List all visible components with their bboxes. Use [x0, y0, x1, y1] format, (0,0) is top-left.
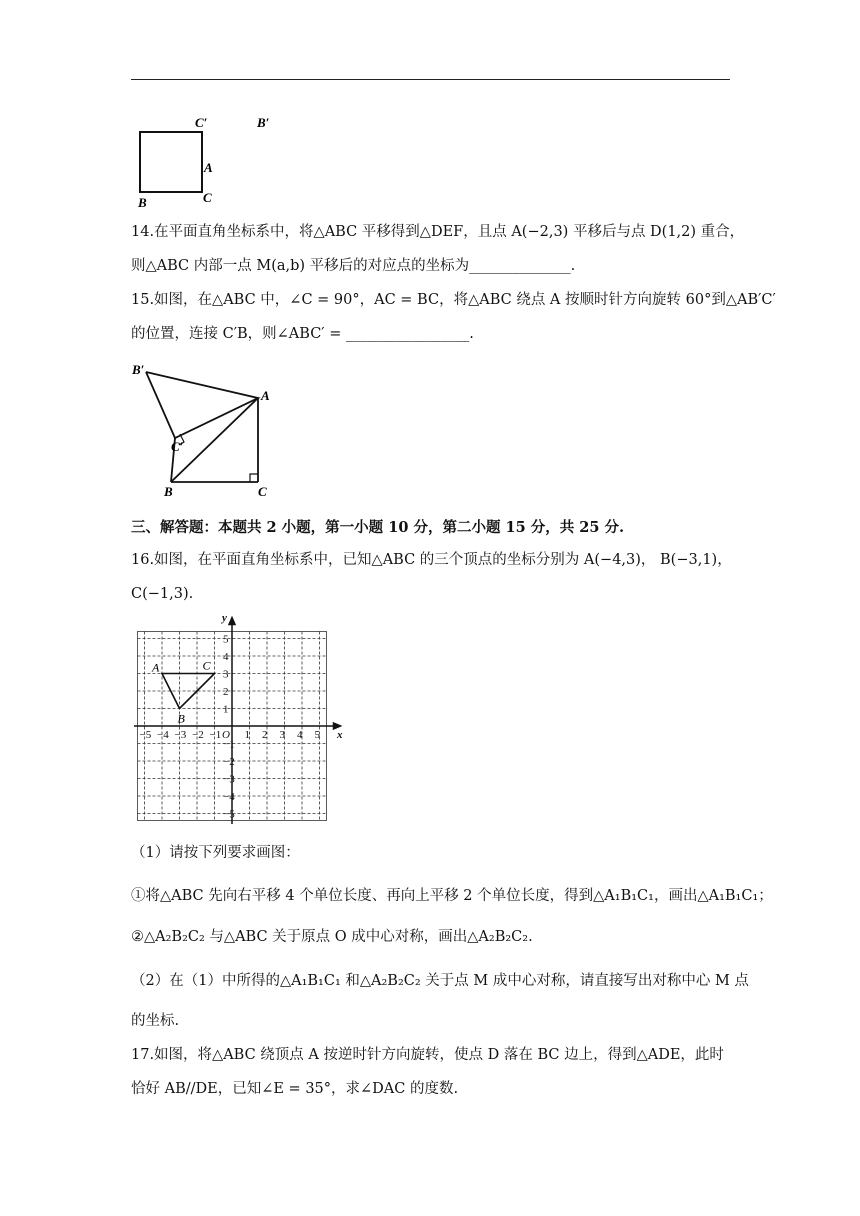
y-tick-label: 4	[223, 651, 229, 663]
x-tick-label: 4	[297, 729, 303, 741]
label-c-prime: C′	[195, 115, 208, 130]
x-tick-label: 1	[244, 729, 250, 741]
q16-coordinate-grid	[128, 616, 348, 828]
y-tick-label: 3	[223, 668, 229, 681]
x-tick-label: 2	[262, 729, 268, 741]
q16-item1: ①将△ABC 先向右平移 4 个单位长度、再向上平移 2 个单位长度，得到△A₁B₁C₁，画出△A₁B₁C₁；	[131, 888, 773, 904]
q15-figure	[128, 358, 288, 503]
y-tick-label: 1	[223, 703, 229, 716]
q16-item2: ②△A₂B₂C₂ 与△ABC 关于原点 O 成中心对称，画出△A₂B₂C₂.	[131, 929, 533, 945]
x-tick-label: −3	[174, 729, 187, 741]
label-a: A	[261, 388, 270, 403]
y-tick-label: −5	[223, 808, 235, 821]
x-tick-label: −4	[157, 729, 169, 741]
square-shape	[140, 132, 202, 192]
y-tick-label: −1	[223, 738, 235, 751]
q16-part2: （2）在（1）中所得的△A₁B₁C₁ 和△A₂B₂C₂ 关于点 M 成中心对称，请直接写出对称中心 M 点	[131, 973, 749, 989]
q14-line2: 则△ABC 内部一点 M(a,b) 平移后的对应点的坐标为______________.	[131, 258, 576, 274]
q16-part2-cont: 的坐标.	[131, 1013, 180, 1029]
label-b-prime: B′	[132, 362, 145, 377]
y-tick-label: −2	[223, 756, 235, 768]
q17-line2: 恰好 AB//DE，已知∠E = 35°，求∠DAC 的度数.	[131, 1081, 459, 1097]
x-axis-label: x	[337, 729, 343, 741]
section-3-heading: 三、解答题：本题共 2 小题，第一小题 10 分，第二小题 15 分，共 25 分.	[131, 519, 625, 536]
q14-line1: 14.在平面直角坐标系中，将△ABC 平移得到△DEF，且点 A(−2,3) 平移后与点 D(1,2) 重合，	[131, 224, 745, 240]
right-angle-c	[250, 474, 258, 482]
x-tick-label: 3	[279, 729, 285, 741]
y-tick-label: 2	[223, 686, 229, 698]
triangle-ab-prime-c-prime	[146, 372, 258, 438]
label-b: B	[138, 195, 147, 210]
label-c: C	[203, 190, 212, 205]
label-c: C	[202, 658, 211, 673]
label-b-prime: B′	[257, 115, 270, 130]
q15-line1: 15.如图，在△ABC 中，∠C = 90°，AC = BC，将△ABC 绕点 A 按顺时针方向旋转 60°到△AB′C′	[131, 292, 776, 308]
label-b: B	[177, 711, 185, 726]
label-a: A	[152, 660, 160, 675]
origin-label: O	[222, 729, 230, 741]
side-ab	[171, 398, 258, 482]
y-tick-label: −3	[223, 773, 235, 786]
square-figure	[130, 112, 290, 212]
y-tick-label: 5	[223, 633, 229, 646]
q15-line2: 的位置，连接 C′B，则∠ABC′ = _________________.	[131, 326, 474, 342]
q16-line1: 16.如图，在平面直角坐标系中，已知△ABC 的三个顶点的坐标分别为 A(−4,3)， B(−3,1)，	[131, 552, 732, 568]
x-tick-label: 5	[314, 729, 320, 741]
x-tick-label: −5	[139, 729, 152, 741]
label-c-prime: C′	[171, 439, 184, 454]
q16-line2: C(−1,3).	[131, 586, 194, 602]
label-a: A	[204, 160, 213, 175]
q17-line1: 17.如图，将△ABC 绕顶点 A 按逆时针方向旋转，使点 D 落在 BC 边上，得到△ADE，此时	[131, 1047, 724, 1063]
label-c: C	[258, 484, 267, 499]
x-tick-label: −1	[209, 729, 222, 741]
y-tick-label: −4	[223, 791, 235, 803]
x-tick-label: −2	[192, 729, 204, 741]
y-axis-label: y	[222, 616, 227, 624]
q16-part1: （1）请按下列要求画图：	[131, 845, 300, 861]
label-b: B	[164, 484, 173, 499]
header-rule	[131, 79, 730, 80]
y-axis-arrow	[229, 618, 235, 625]
